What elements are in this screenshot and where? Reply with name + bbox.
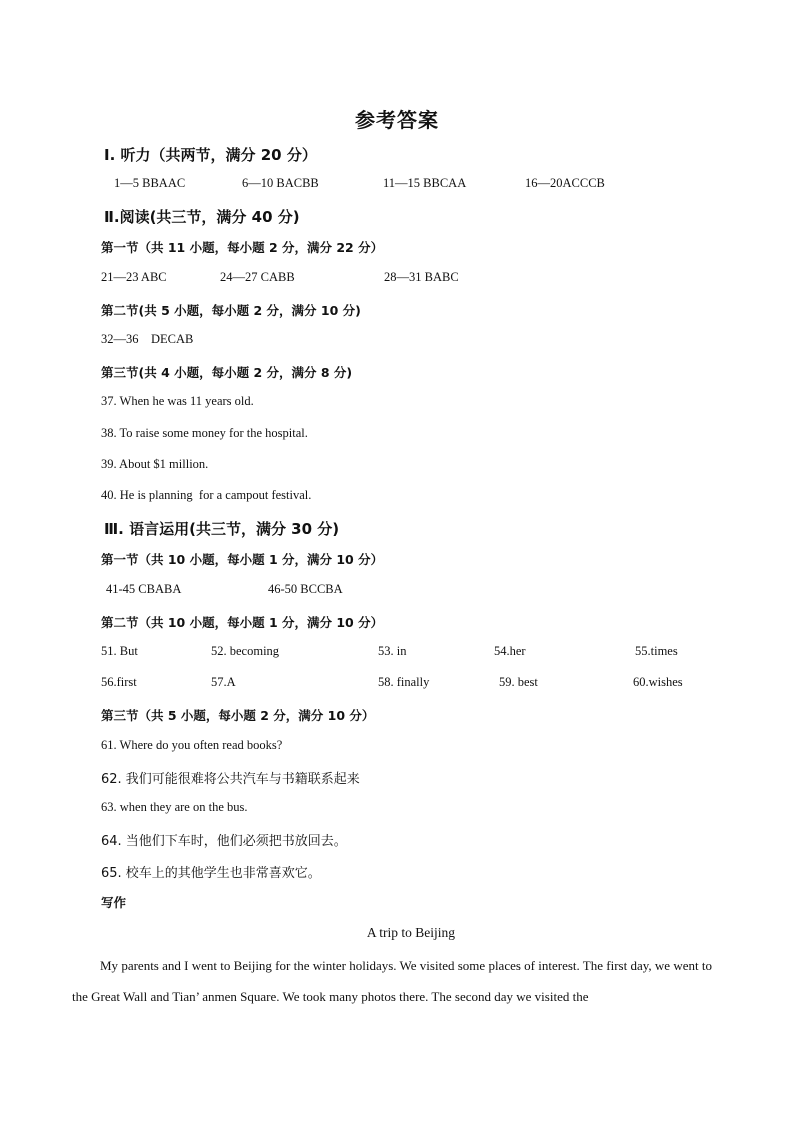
essay-title: A trip to Beijing: [366, 925, 456, 940]
answer-65: 65. 校车上的其他学生也非常喜欢它。: [101, 866, 321, 881]
answer-52: 52. becoming: [211, 644, 280, 658]
writing-label: 写作: [101, 895, 127, 910]
listening-answer-3: 11—15 BBCAA: [383, 176, 467, 190]
answer-64: 64. 当他们下车时，他们必须把书放回去。: [101, 834, 347, 849]
answer-63: 63. when they are on the bus.: [101, 800, 248, 814]
answer-61: 61. Where do you often read books?: [101, 738, 283, 752]
answer-55: 55.times: [635, 644, 678, 658]
reading-part1-answer-3: 28—31 BABC: [384, 270, 459, 284]
answer-53: 53. in: [378, 644, 407, 658]
answer-58: 58. finally: [378, 675, 430, 689]
section-listening-heading: Ⅰ. 听力（共两节，满分 20 分）: [104, 146, 317, 164]
answer-60: 60.wishes: [633, 675, 683, 689]
reading-part1-answer-2: 24—27 CABB: [220, 270, 295, 284]
reading-answer-40: 40. He is planning for a campout festival.: [101, 488, 312, 502]
answer-51: 51. But: [101, 644, 138, 658]
reading-answer-37: 37. When he was 11 years old.: [101, 394, 254, 408]
reading-part2-answer: 32—36 DECAB: [101, 332, 194, 346]
language-part3-heading: 第三节（共 5 小题，每小题 2 分，满分 10 分）: [101, 708, 375, 723]
reading-answer-39: 39. About $1 million.: [101, 457, 209, 471]
answer-56: 56.first: [101, 675, 137, 689]
reading-part1-answer-1: 21—23 ABC: [101, 270, 167, 284]
answer-57: 57.A: [211, 675, 236, 689]
language-part1-answer-1: 41-45 CBABA: [106, 582, 182, 596]
section-reading-heading: Ⅱ.阅读(共三节，满分 40 分): [104, 208, 300, 226]
essay-body: My parents and I went to Beijing for the winter holidays. We visited some places of interest. The first day, we went to the Great Wall and Tian’ anmen Square. We took many photos there. The second day we visited the: [72, 958, 712, 1004]
reading-part1-heading: 第一节（共 11 小题，每小题 2 分，满分 22 分）: [101, 240, 384, 255]
language-part1-heading: 第一节（共 10 小题，每小题 1 分，满分 10 分）: [101, 552, 384, 567]
language-part2-heading: 第二节（共 10 小题，每小题 1 分，满分 10 分）: [101, 615, 384, 630]
reading-part2-heading: 第二节(共 5 小题，每小题 2 分，满分 10 分): [101, 303, 361, 318]
language-part1-answer-2: 46-50 BCCBA: [268, 582, 343, 596]
listening-answer-1: 1—5 BBAAC: [114, 176, 186, 190]
page-title: 参考答案: [355, 108, 439, 132]
listening-answer-2: 6—10 BACBB: [242, 176, 319, 190]
reading-part3-heading: 第三节(共 4 小题，每小题 2 分，满分 8 分): [101, 365, 353, 380]
reading-answer-38: 38. To raise some money for the hospital.: [101, 426, 308, 440]
listening-answer-4: 16—20ACCCB: [525, 176, 605, 190]
answer-59: 59. best: [499, 675, 538, 689]
answer-62: 62. 我们可能很难将公共汽车与书籍联系起来: [101, 772, 360, 787]
section-language-heading: Ⅲ. 语言运用(共三节，满分 30 分): [104, 520, 340, 538]
answer-54: 54.her: [494, 644, 526, 658]
